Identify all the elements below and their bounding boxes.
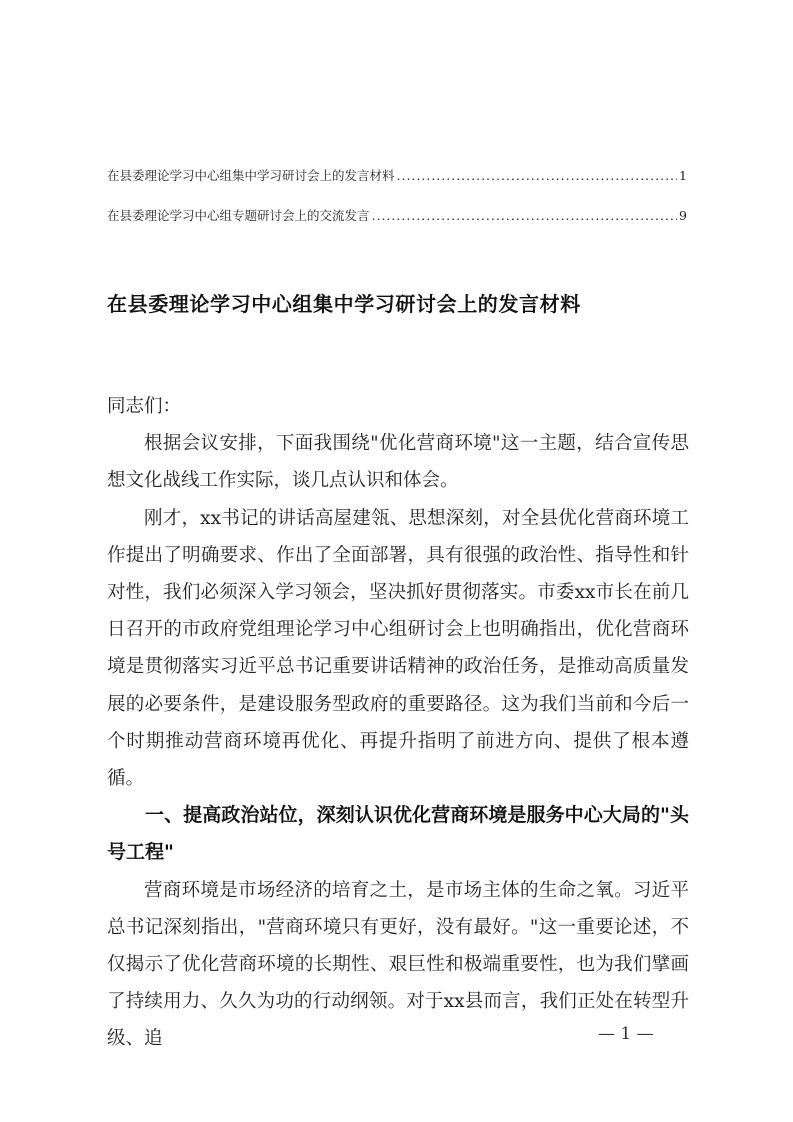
toc-entry-title[interactable]: 在县委理论学习中心组集中学习研讨会上的发言材料 [107,168,395,183]
paragraph: 营商环境是市场经济的培育之土，是市场主体的生命之氧。习近平总书记深刻指出，"营商环境只有更好，没有最好。"这一重要论述，不仅揭示了优化营商环境的长期性、艰巨性和极端重要性，也为我们擘画了持续用力、久久为功的行动纲领。对于xx县而言，我们正处在转型升级、追 [107,879,689,1050]
toc-entry-page: 9 [679,208,687,223]
section-heading: 一、提高政治站位，深刻认识优化营商环境是服务中心大局的"头号工程" [107,804,689,864]
toc-entry-page: 1 [679,168,687,183]
toc-entry[interactable] [107,206,687,223]
toc-leader-dots [372,208,678,223]
toc-leader-dots [397,168,678,183]
document-body [107,388,689,1058]
toc-entry-title[interactable]: 在县委理论学习中心组专题研讨会上的交流发言 [107,208,370,223]
document-title: 在县委理论学习中心组集中学习研讨会上的发言材料 [107,292,581,316]
toc-entry[interactable] [107,166,687,183]
page-number: — 1 — [598,1024,654,1044]
paragraph: 刚才，xx书记的讲话高屋建瓴、思想深刻，对全县优化营商环境工作提出了明确要求、作出了全面部署，具有很强的政治性、指导性和针对性，我们必须深入学习领会，坚决抓好贯彻落实。市委xx市长在前几日召开的市政府党组理论学习中心组研讨会上也明确指出，优化营商环境是贯彻落实习近平总书记重要讲话精神的政治任务，是推动高质量发展的必要条件，是建设服务型政府的重要路径。这为我们当前和今后一个时期推动营商环境再优化、再提升指明了前进方向、提供了根本遵循。 [107,507,689,790]
paragraph: 根据会议安排，下面我围绕"优化营商环境"这一主题，结合宣传思想文化战线工作实际，谈几点认识和体会。 [107,433,689,492]
salutation: 同志们： [107,396,182,417]
